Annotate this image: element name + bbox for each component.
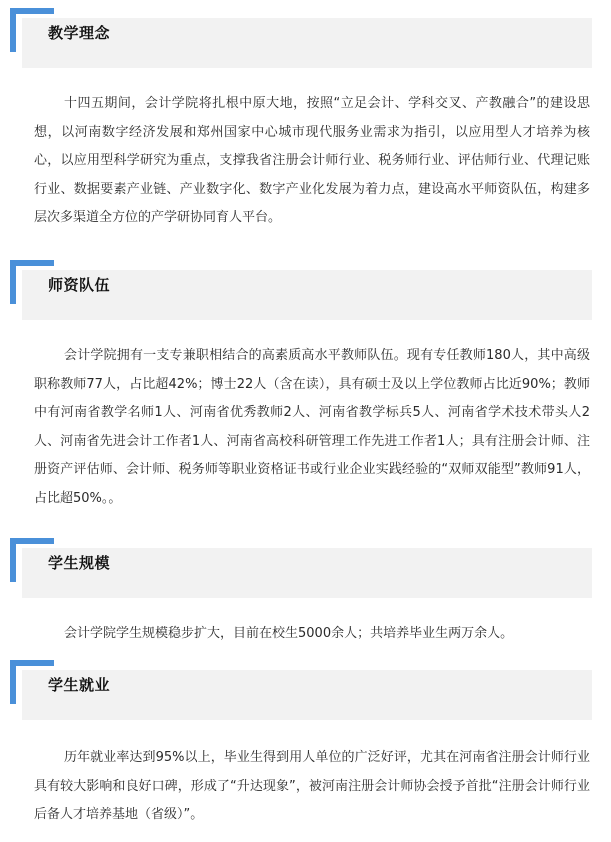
section-header — [0, 260, 611, 320]
section-employment — [0, 660, 611, 822]
section-teaching-philosophy — [0, 8, 611, 225]
section-title: 师资队伍 — [48, 276, 111, 294]
section-header — [0, 660, 611, 720]
section-title: 教学理念 — [48, 24, 111, 42]
section-body: 历年就业率达到95%以上，毕业生得到用人单位的广泛好评，尤其在河南省注册会计师行业具有较大影响和良好口碑，形成了“升达现象”，被河南注册会计师协会授予首批“注册会计师行业后备人才培养基地（省级）”。 — [34, 750, 590, 822]
section-body: 会计学院学生规模稳步扩大，目前在校生5000余人；共培养毕业生两万余人。 — [64, 626, 514, 641]
section-header — [0, 8, 611, 68]
section-title: 学生就业 — [48, 676, 111, 694]
section-body: 十四五期间，会计学院将扎根中原大地，按照“立足会计、学科交叉、产教融合”的建设思想，以河南数字经济发展和郑州国家中心城市现代服务业需求为指引，以应用型人才培养为核心，以应用型科学研究为重点，支撑我省注册会计师行业、税务师行业、评估师行业、代理记账行业、数据要素产业链、产业数字化、数字产业化发展为着力点，建设高水平师资队伍，构建多层次多渠道全方位的产学研协同育人平台。 — [34, 96, 590, 225]
section-body: 会计学院拥有一支专兼职相结合的高素质高水平教师队伍。现有专任教师180人，其中高级职称教师77人，占比超42%；博士22人（含在读），具有硕士及以上学位教师占比近90%；教师中有河南省教学名师1人、河南省优秀教师2人、河南省教学标兵5人、河南省学术技术带头人2人、河南省先进会计工作者1人、河南省高校科研管理工作先进工作者1人；具有注册会计师、注册资产评估师、会计师、税务师等职业资格证书或行业企业实践经验的“双师双能型”教师91人，占比超50%。。 — [34, 348, 590, 506]
section-student-scale — [0, 538, 611, 641]
section-title: 学生规模 — [48, 554, 111, 572]
section-header — [0, 538, 611, 598]
section-faculty — [0, 260, 611, 506]
